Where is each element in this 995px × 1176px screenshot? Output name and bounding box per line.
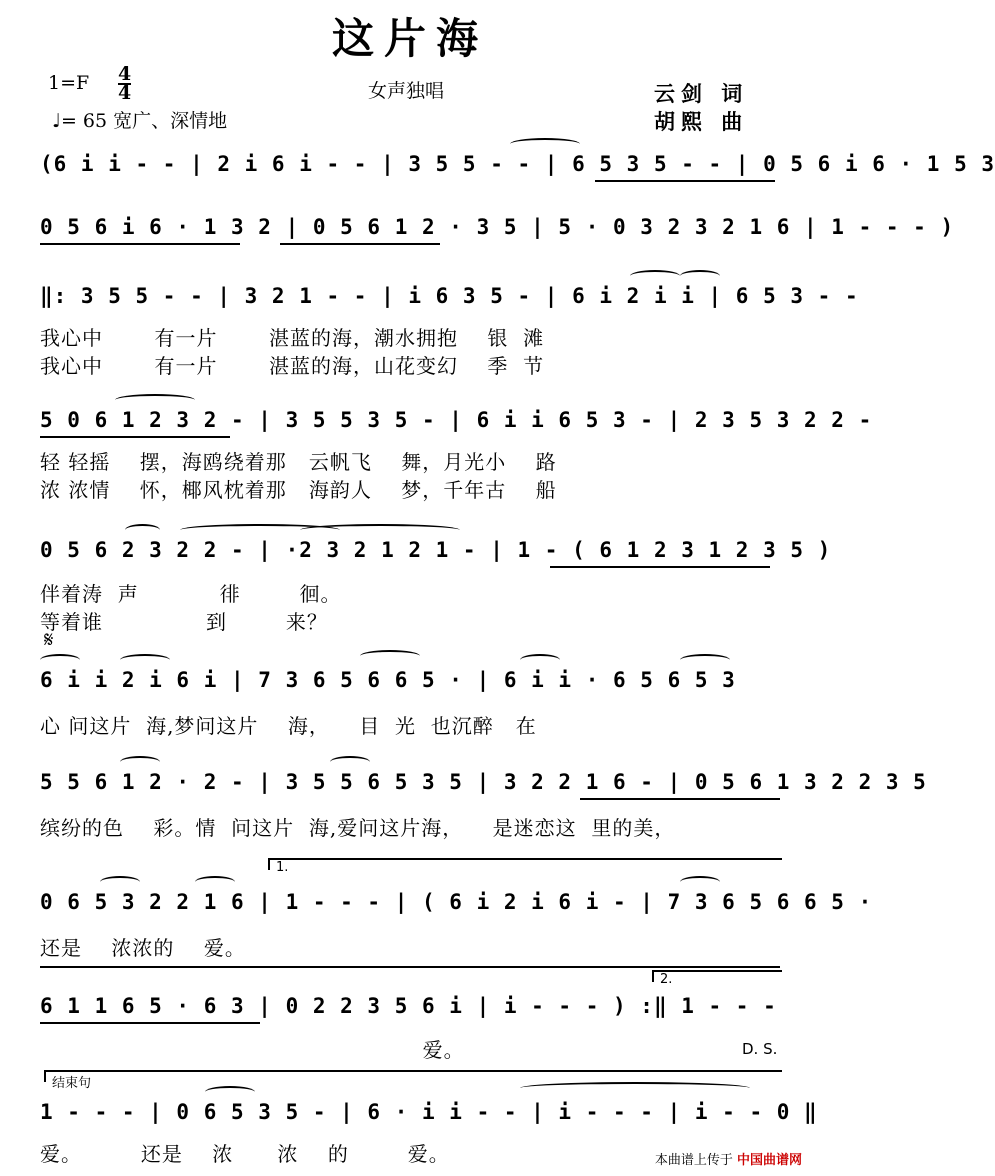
lyric-line: 还是 浓浓的 爱。 xyxy=(40,936,246,960)
beam-underline xyxy=(580,798,780,800)
site-logo[interactable]: 中国曲谱网 xyxy=(736,1153,802,1168)
time-sig-top: 4 xyxy=(118,63,132,85)
lyric-line: 等着谁 到 来？ xyxy=(40,610,328,634)
stave-6 xyxy=(40,668,785,702)
lyricist-credit: 云剑 词 xyxy=(654,81,749,106)
beam-underline xyxy=(595,180,775,182)
lyric-line: 轻 轻摇 摆，海鸥绕着那 云帆飞 舞，月光小 路 xyxy=(40,450,557,474)
slur xyxy=(330,756,370,768)
lyric-line: 爱。 还是 浓 浓 的 爱。 xyxy=(40,1142,450,1166)
stave-1 xyxy=(40,152,995,186)
beam-underline xyxy=(40,1022,260,1024)
time-sig-bottom: 4 xyxy=(118,82,132,104)
slur xyxy=(100,876,140,888)
slur xyxy=(360,650,420,662)
ending-bracket xyxy=(44,1070,782,1082)
slur xyxy=(125,524,160,536)
stave-2 xyxy=(40,215,955,249)
slur xyxy=(195,876,235,888)
song-title: 这片海 xyxy=(331,14,488,63)
slur xyxy=(680,270,720,282)
lyric-line: 心 问这片 海,梦问这片 海， 目 光 也沉醉 在 xyxy=(40,714,537,738)
slur xyxy=(205,1086,255,1098)
volta-2-label: 2. xyxy=(660,972,673,987)
stave-notes: (6 i i - - | 2 i 6 i - - | 3 5 5 - - | 6 5 3 5 - - | 0 5 6 i 6 · 1 5 3 xyxy=(40,152,995,176)
slur xyxy=(300,524,460,536)
stave-notes: 6 1 1 6 5 · 6 3 | 0 2 2 3 5 6 i | i - - - ) :‖ 1 - - - xyxy=(40,994,777,1018)
slur xyxy=(630,270,680,282)
stave-7 xyxy=(40,770,927,804)
segno-mark: 𝄋 xyxy=(44,628,54,653)
stave-notes: 0 5 6 i 6 · 1 3 2 | 0 5 6 1 2 · 3 5 | 5 · 0 3 2 3 2 1 6 | 1 - - - ) xyxy=(40,215,955,239)
footer-credit xyxy=(655,1149,802,1168)
time-signature xyxy=(118,63,132,104)
stave-4 xyxy=(40,408,873,442)
lyric-line: 伴着涛 声 徘 徊。 xyxy=(40,582,342,606)
key-label: 1=F xyxy=(48,72,90,94)
volta-bracket-1 xyxy=(268,858,782,870)
stave-notes: 1 - - - | 0 6 5 3 5 - | 6 · i i - - | i - - - | i - - 0 ‖ xyxy=(40,1100,818,1124)
ending-label: 结束句 xyxy=(52,1076,92,1091)
beam-underline xyxy=(40,243,240,245)
stave-9 xyxy=(40,994,785,1028)
stave-3 xyxy=(40,284,859,318)
section-divider xyxy=(40,966,780,968)
slur xyxy=(115,394,195,406)
slur xyxy=(120,756,160,768)
lyric-line: 我心中 有一片 湛蓝的海，潮水拥抱 银 滩 xyxy=(40,326,545,350)
composer-credit: 胡熙 曲 xyxy=(654,109,749,134)
lyric-line: 爱。 xyxy=(40,1038,465,1062)
key-signature xyxy=(48,72,89,94)
volta-1-label: 1. xyxy=(276,860,289,875)
stave-notes: 5 0 6 1 2 3 2 - | 3 5 5 3 5 - | 6 i i 6 5 3 - | 2 3 5 3 2 2 - xyxy=(40,408,873,432)
slur xyxy=(680,654,730,666)
slur xyxy=(510,138,580,150)
footer-text: 本曲谱上传于 xyxy=(654,1153,733,1168)
stave-notes: 0 6 5 3 2 2 1 6 | 1 - - - | ( 6 i 2 i 6 i - | 7 3 6 5 6 6 5 · xyxy=(40,890,873,914)
stave-notes: 6 i i 2 i 6 i | 7 3 6 5 6 6 5 · | 6 i i · 6 5 6 5 3 xyxy=(40,668,736,692)
beam-underline xyxy=(550,566,770,568)
stave-10 xyxy=(40,1100,818,1134)
slur xyxy=(520,1082,750,1094)
lyric-line: 我心中 有一片 湛蓝的海，山花变幻 季 节 xyxy=(40,354,545,378)
stave-notes: 0 5 6 2 3 2 2 - | ·2 3 2 1 2 1 - | 1 - ( 6 1 2 3 1 2 3 5 ) xyxy=(40,538,832,562)
slur xyxy=(120,654,170,666)
slur xyxy=(520,654,560,666)
da-segno-mark: D. S. xyxy=(742,1040,778,1058)
lyric-line: 缤纷的色 彩。情 问这片 海,爱问这片海， 是迷恋这 里的美， xyxy=(40,816,676,840)
stave-notes: ‖: 3 5 5 - - | 3 2 1 - - | i 6 3 5 - | 6 i 2 i i | 6 5 3 - - xyxy=(40,284,859,308)
beam-underline xyxy=(40,436,230,438)
tempo-marking: ♩= 65 宽广、深情地 xyxy=(52,110,228,132)
stave-8 xyxy=(40,890,873,924)
slur xyxy=(40,654,80,666)
performance-type: 女声独唱 xyxy=(368,80,445,102)
lyric-line: 浓 浓情 怀，椰风枕着那 海韵人 梦，千年古 船 xyxy=(40,478,557,502)
beam-underline xyxy=(280,243,440,245)
stave-notes: 5 5 6 1 2 · 2 - | 3 5 5 6 5 3 5 | 3 2 2 1 6 - | 0 5 6 1 3 2 2 3 5 xyxy=(40,770,927,794)
stave-5 xyxy=(40,538,832,572)
slur xyxy=(680,876,720,888)
